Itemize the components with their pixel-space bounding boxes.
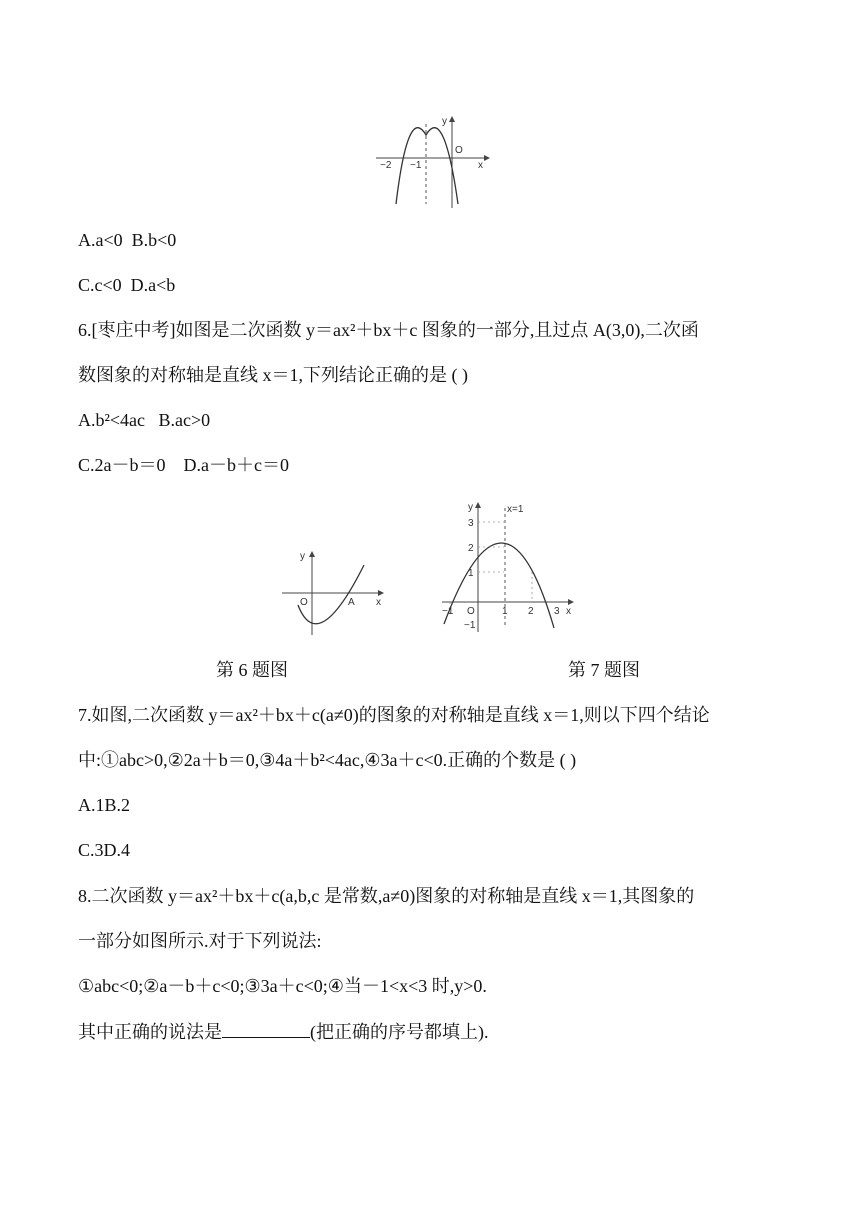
q8-stem-line1: 8.二次函数 y＝ax²＋bx＋c(a,b,c 是常数,a≠0)图象的对称轴是直线 x＝1,其图象的 <box>78 886 695 906</box>
q6-option-c: C.2a－b＝0 <box>78 455 166 475</box>
q8-fill-in <box>78 1019 489 1044</box>
y-tick-3: 3 <box>468 518 474 529</box>
q6-option-b: B.ac>0 <box>158 410 211 430</box>
x-label: x <box>376 597 381 608</box>
x-axis-arrow <box>484 155 490 161</box>
x-tick-neg1: −1 <box>442 606 454 617</box>
q7-option-c: C.3 <box>78 840 104 860</box>
q7-stem-line2: 中:①abc>0,②2a＋b＝0,③4a＋b²<4ac,④3a＋c<0.正确的个数是 ( ) <box>78 750 577 770</box>
q5-option-a: A.a<0 <box>78 230 123 250</box>
parabola <box>444 543 554 628</box>
y-axis-arrow <box>309 551 315 557</box>
origin-label: O <box>300 597 308 608</box>
q6-stem-line1: 6.[枣庄中考]如图是二次函数 y＝ax²＋bx＋c 图象的一部分,且过点 A(3,0),二次函 <box>78 320 699 340</box>
q8-instruction: (把正确的序号都填上). <box>310 1022 489 1042</box>
q7-figure-caption: 第 7 题图 <box>568 660 640 680</box>
x-tick-2: 2 <box>528 606 534 617</box>
q5-figure <box>370 112 490 212</box>
y-label: y <box>442 116 447 127</box>
origin-label: O <box>467 606 475 617</box>
origin-label: O <box>455 145 463 156</box>
parabola <box>396 128 458 204</box>
q7-figure <box>438 496 588 636</box>
q7-options-row2 <box>78 838 130 862</box>
q7-option-d: D.4 <box>103 840 131 860</box>
q7-option-a: A.1 <box>78 795 105 815</box>
symmetry-axis-label: x=1 <box>507 504 524 515</box>
q7-stem-line1: 7.如图,二次函数 y＝ax²＋bx＋c(a≠0)的图象的对称轴是直线 x＝1,则以下四个结论 <box>78 705 710 725</box>
y-label: y <box>468 502 473 513</box>
q5-option-b: B.b<0 <box>131 230 177 250</box>
x-label: x <box>566 606 571 617</box>
parabola <box>298 565 364 624</box>
q5-option-c: C.c<0 <box>78 275 122 295</box>
x-axis-arrow <box>378 590 384 596</box>
x-tick-1: 1 <box>502 606 508 617</box>
q8-answer-blank[interactable] <box>222 1019 310 1038</box>
point-a-label: A <box>348 597 355 608</box>
q6-options-row2 <box>78 453 289 477</box>
q6-options-row1 <box>78 408 210 432</box>
y-tick-2: 2 <box>468 543 474 554</box>
q6-option-d: D.a－b＋c＝0 <box>183 455 289 475</box>
y-axis-arrow <box>475 502 481 508</box>
tick-neg2: −2 <box>380 160 392 171</box>
x-tick-3: 3 <box>554 606 560 617</box>
q5-options-row2 <box>78 273 175 297</box>
q6-figure-caption: 第 6 题图 <box>216 660 288 680</box>
x-axis-arrow <box>568 599 574 605</box>
q5-option-d: D.a<b <box>130 275 176 295</box>
q6-option-a: A.b²<4ac <box>78 410 146 430</box>
q6-figure <box>278 545 388 635</box>
y-tick-1: 1 <box>468 568 474 579</box>
y-axis-arrow <box>449 116 455 122</box>
q6-stem-line2: 数图象的对称轴是直线 x＝1,下列结论正确的是 ( ) <box>78 365 468 385</box>
x-label: x <box>478 160 483 171</box>
q8-stem-line2: 一部分如图所示.对于下列说法: <box>78 931 322 951</box>
q8-statements: ①abc<0;②a－b＋c<0;③3a＋c<0;④当－1<x<3 时,y>0. <box>78 976 487 996</box>
q7-options-row1 <box>78 793 130 817</box>
q5-options-row1 <box>78 228 176 252</box>
tick-neg1: −1 <box>410 160 422 171</box>
q8-prompt: 其中正确的说法是 <box>78 1022 222 1042</box>
y-label: y <box>300 551 305 562</box>
y-tick-neg1: −1 <box>464 620 476 631</box>
q7-option-b: B.2 <box>104 795 131 815</box>
